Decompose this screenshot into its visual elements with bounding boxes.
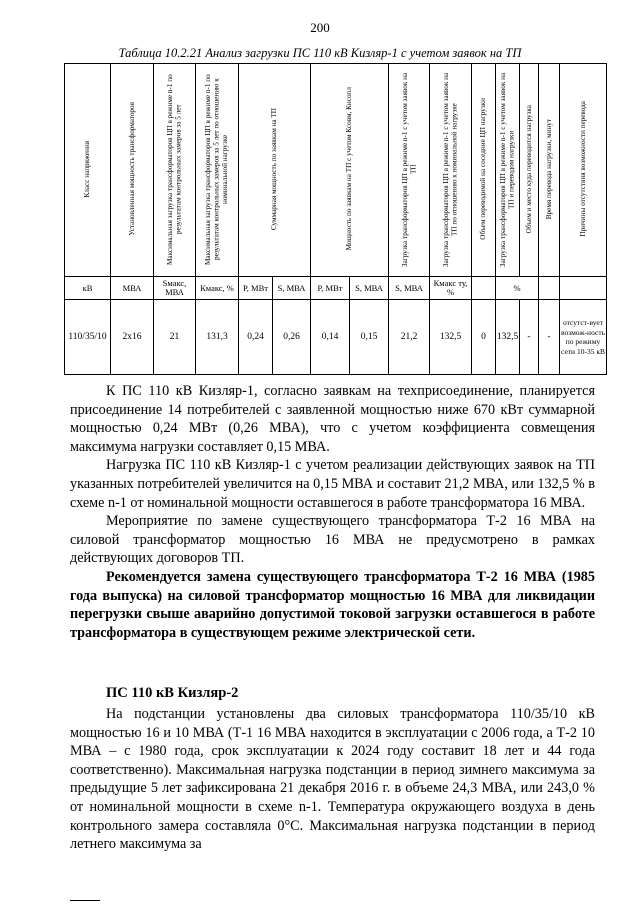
section-heading: ПС 110 кВ Кизляр-2 [106, 685, 239, 701]
header-cell: Суммарная мощность по заявкам на ТП [239, 64, 311, 277]
table-cell: 2х16 [111, 300, 154, 375]
table-cell-reason: отсутст-вует возмож-ность по режиму сети 10-35 кВ [560, 300, 607, 375]
load-analysis-table [64, 63, 607, 375]
paragraph: К ПС 110 кВ Кизляр-1, согласно заявкам на техприсоединение, планируется присоединение 14 потребителей с заявленной мощностью ниже 670 кВт суммарной мощностью 0,24 МВт (0,26 МВА), что с учетом коэффициента совмещения максимума нагрузки составляет 0,15 МВА. [70, 383, 595, 455]
header-cell: Класс напряжения [65, 64, 111, 277]
divider [70, 900, 100, 901]
unit-cell: Кмакс ту, % [430, 277, 472, 300]
unit-cell: МВА [111, 277, 154, 300]
table-cell: 132,5 [496, 300, 520, 375]
unit-cell: кВ [65, 277, 111, 300]
page-number: 200 [310, 20, 330, 35]
body-text-block [70, 382, 595, 642]
unit-cell: % [496, 277, 539, 300]
header-cell: Объем и место куда переводится нагрузка [520, 64, 539, 277]
header-cell: Мощность по заявкам на ТП с учетом Ксовм, Кисопл [311, 64, 389, 277]
table-row [65, 300, 607, 375]
unit-cell [560, 277, 607, 300]
recommendation-paragraph: Рекомендуется замена существующего трансформатора Т-2 16 МВА (1985 года выпуска) на силовой трансформатор мощностью 16 МВА для ликвидации перегрузки свыше аварийно допустимой токовой загрузки оставшегося в работе трансформатора в существующем режиме электрической сети. [70, 568, 595, 641]
header-cell: Загрузка трансформаторов ЦП в режиме n-1 с учетом заявок на ТП [389, 64, 430, 277]
unit-cell: S, МВА [389, 277, 430, 300]
header-cell: Загрузка трансформаторов ЦП в режиме n-1 с учетом заявок на ТП и переводом нагрузки [496, 64, 520, 277]
paragraph: На подстанции установлены два силовых трансформатора 110/35/10 кВ мощностью 16 и 10 МВА (Т-1 16 МВА находится в эксплуатации с 2006 года, а Т-2 10 МВА – с 1980 года, срок эксплуатации к 2024 году составит 18 лет и 44 года соответственно). Максимальная нагрузка подстанции в период зимнего максимума за предыдущие 5 лет зафиксирована 21 декабря 2016 г. в объеме 24,3 МВА, или 243,0 % от номинальной мощности в схеме n-1. Температура окружающего воздуха в день контрольного замера составляла 0°С. Максимальная нагрузка подстанции в период летнего максимума за [70, 706, 595, 853]
section-text-block [70, 705, 595, 854]
table-cell: 131,3 [196, 300, 239, 375]
table-caption: Таблица 10.2.21 Анализ загрузки ПС 110 кВ Кизляр-1 с учетом заявок на ТП [118, 46, 522, 60]
table-cell: 0,24 [239, 300, 273, 375]
table-cell: - [520, 300, 539, 375]
header-cell: Причины отсутствия возможности перевода [560, 64, 607, 277]
table-cell: 0,26 [273, 300, 311, 375]
header-cell: Максимальная загрузка трансформаторов ЦП в режиме n-1 по результатам контрольных замеров за 5 лет [154, 64, 196, 277]
unit-cell [539, 277, 560, 300]
table-cell: 21 [154, 300, 196, 375]
table-cell: 110/35/10 [65, 300, 111, 375]
unit-cell: P, МВт [239, 277, 273, 300]
paragraph: Мероприятие по замене существующего трансформатора Т-2 16 МВА на силовой трансформатор мощностью 16 МВА не предусмотрено в рамках действующих договоров ТП. [70, 513, 595, 567]
unit-cell [472, 277, 496, 300]
unit-cell: S, МВА [273, 277, 311, 300]
header-cell: Объем переводимой на соседние ЦП нагрузки [472, 64, 496, 277]
table-cell: 0,15 [350, 300, 389, 375]
table-cell: 21,2 [389, 300, 430, 375]
table-header-row [65, 64, 607, 277]
table-cell: - [539, 300, 560, 375]
header-cell: Время перевода нагрузки, минут [539, 64, 560, 277]
paragraph: Нагрузка ПС 110 кВ Кизляр-1 с учетом реализации действующих заявок на ТП указанных потребителей увеличится на 0,15 МВА и составит 21,2 МВА, или 132,5 % в схеме n-1 от номинальной мощности оставшегося в работе трансформатора 16 МВА. [70, 457, 595, 511]
table-cell: 0,14 [311, 300, 350, 375]
unit-cell: P, МВт [311, 277, 350, 300]
table-cell: 0 [472, 300, 496, 375]
header-cell: Загрузка трансформаторов ЦП в режиме n-1 с учетом заявок на ТП по отношению к номинальной нагрузке [430, 64, 472, 277]
unit-cell: S, МВА [350, 277, 389, 300]
table-units-row [65, 277, 607, 300]
header-cell: Установленная мощность трансформаторов [111, 64, 154, 277]
unit-cell: Sмакс, МВА [154, 277, 196, 300]
unit-cell: Кмакс, % [196, 277, 239, 300]
header-cell: Максимальная загрузка трансформаторов ЦП в режиме n-1 по результатам контрольных замеров за 5 лет по отношению к номинальной нагрузке [196, 64, 239, 277]
table-cell: 132,5 [430, 300, 472, 375]
